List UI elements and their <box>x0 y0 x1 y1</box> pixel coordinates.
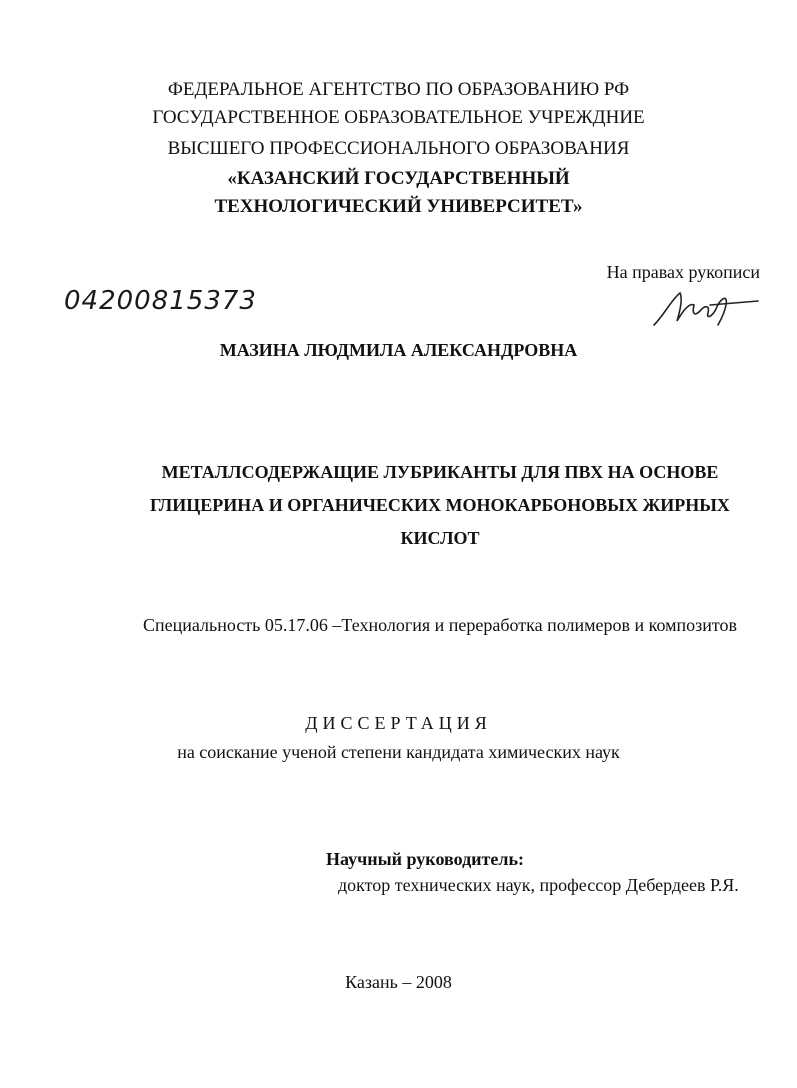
inventory-number: 04200815373 <box>64 286 257 316</box>
supervisor-label: Научный руководитель: <box>326 849 524 869</box>
title-line-1: МЕТАЛЛСОДЕРЖАЩИЕ ЛУБРИКАНТЫ ДЛЯ ПВХ НА ОСНОВЕ <box>161 462 719 482</box>
header-line-4: «КАЗАНСКИЙ ГОСУДАРСТВЕННЫЙ <box>227 168 570 189</box>
header-line-5: ТЕХНОЛОГИЧЕСКИЙ УНИВЕРСИТЕТ» <box>214 196 583 217</box>
dissertation-subtitle: на соискание ученой степени кандидата химических наук <box>177 742 620 762</box>
specialty: Специальность 05.17.06 –Технология и переработка полимеров и композитов <box>143 615 737 635</box>
header-line-3: ВЫСШЕГО ПРОФЕССИОНАЛЬНОГО ОБРАЗОВАНИЯ <box>167 138 630 159</box>
dissertation-title <box>120 456 760 555</box>
title-line-3: КИСЛОТ <box>400 528 480 548</box>
author-name: МАЗИНА ЛЮДМИЛА АЛЕКСАНДРОВНА <box>219 340 578 360</box>
signature <box>650 285 765 330</box>
header-line-2: ГОСУДАРСТВЕННОЕ ОБРАЗОВАТЕЛЬНОЕ УЧРЕЖДНИЕ <box>152 107 645 128</box>
dissertation-heading: ДИССЕРТАЦИЯ <box>305 713 492 733</box>
title-line-2: ГЛИЦЕРИНА И ОРГАНИЧЕСКИХ МОНОКАРБОНОВЫХ ЖИРНЫХ <box>150 495 730 515</box>
header-line-1: ФЕДЕРАЛЬНОЕ АГЕНТСТВО ПО ОБРАЗОВАНИЮ РФ <box>167 79 630 100</box>
manuscript-rights-note: На правах рукописи <box>606 262 760 282</box>
supervisor-name: доктор технических наук, профессор Дебердеев Р.Я. <box>338 875 739 895</box>
city-year: Казань – 2008 <box>345 972 452 992</box>
